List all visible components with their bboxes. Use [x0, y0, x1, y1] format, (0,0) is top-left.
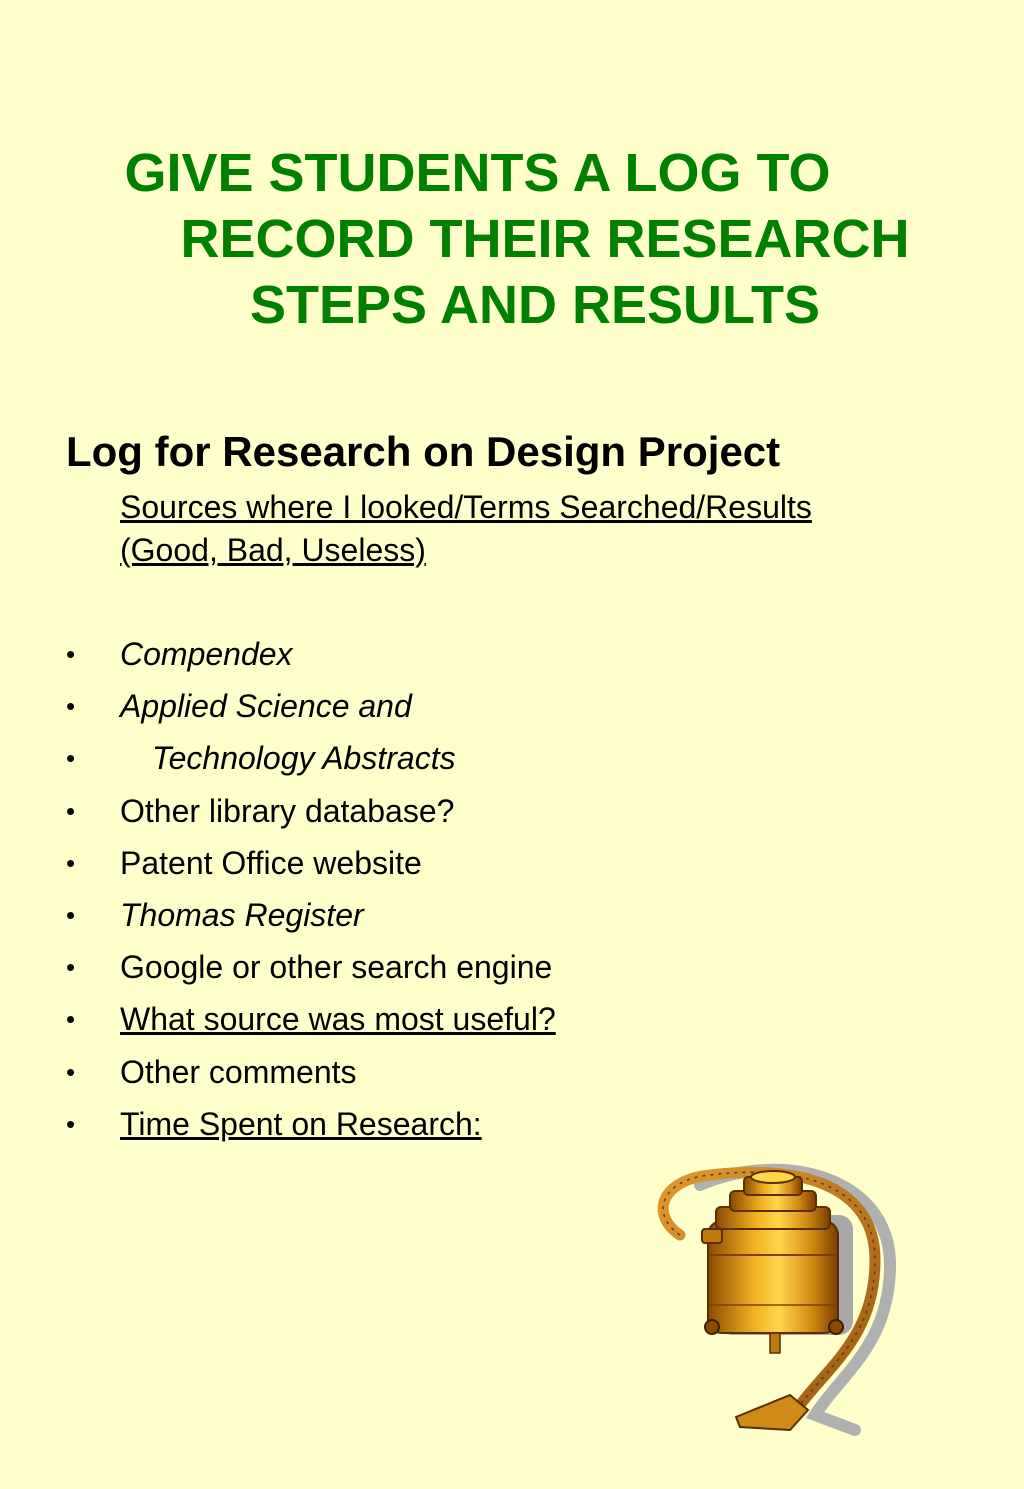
sources-line-2: (Good, Bad, Useless) [120, 532, 426, 568]
bullet-icon: • [66, 743, 76, 774]
shop-vacuum-icon [640, 1155, 920, 1445]
list-item-text: Google or other search engine [120, 949, 553, 986]
sources-subheading [120, 486, 940, 572]
bullet-icon: • [66, 1004, 76, 1035]
bullet-icon: • [66, 639, 76, 669]
bullet-icon: • [66, 899, 76, 930]
bullet-icon: • [66, 952, 76, 983]
bullet-icon: • [66, 847, 76, 878]
list-item-text: Applied Science and [120, 688, 412, 725]
list-item-text: Other library database? [120, 792, 455, 829]
list-item-text: Compendex [120, 636, 293, 672]
list-item-text: Time Spent on Research: [120, 1105, 482, 1142]
list-item-text: Patent Office website [120, 844, 422, 881]
list-item-text: Technology Abstracts [152, 740, 456, 777]
bullet-icon: • [66, 1056, 76, 1087]
title-line-2: RECORD THEIR RESEARCH [180, 209, 910, 269]
sources-line-1: Sources where I looked/Terms Searched/Results [120, 489, 812, 525]
list-item-text: What source was most useful? [120, 1001, 556, 1038]
bullet-icon: • [66, 1108, 76, 1139]
title-line-3: STEPS AND RESULTS [249, 275, 821, 335]
title-line-1: GIVE STUDENTS A LOG TO [124, 143, 831, 203]
list-item-text: Thomas Register [120, 896, 364, 933]
list-item-text: Other comments [120, 1053, 357, 1090]
slide-title [60, 140, 1010, 338]
bullet-icon: • [66, 795, 76, 826]
log-heading: Log for Research on Design Project [66, 428, 781, 475]
bullet-icon: • [66, 691, 76, 722]
